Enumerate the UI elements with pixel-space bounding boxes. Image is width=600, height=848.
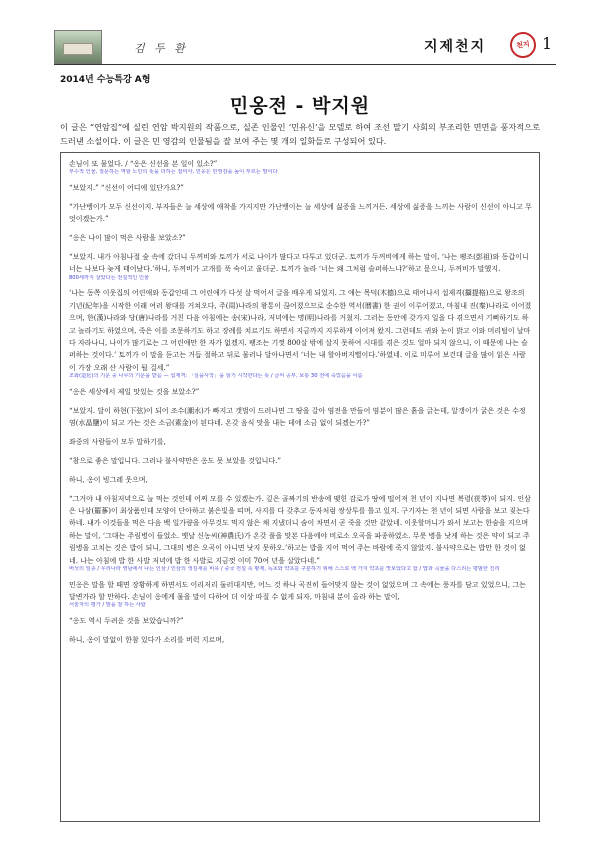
red-seal-stamp: 천지 xyxy=(508,30,537,59)
passage-body xyxy=(69,158,532,653)
paragraph-1: 손님이 또 물었다. / “옹은 신선을 본 일이 있소?” 부수적 인물, 질문하는 역할 노인의 뜻을 더하는 접미사, 민옹은 민영감을 높이 부르는 말이다 xyxy=(69,158,532,175)
header-photo xyxy=(54,30,102,64)
header-divider xyxy=(54,64,556,65)
paragraph-10: “참으로 좋은 말입니다. 그러나 불사약만은 옹도 못 보았을 것입니다.” xyxy=(69,456,281,465)
paragraph-3: “가난뱅이가 모두 신선이지. 부자들은 늘 세상에 애착을 가지지만 가난뱅이는 늘 세상에 싫증을 느끼거든. 세상에 싫증을 느끼는 사람이 신선이 아니고 무엇이겠는가.” xyxy=(69,202,532,224)
page-number: 1 xyxy=(542,34,553,53)
annotation-note: 800세까지 살았다는 전설적인 인물 xyxy=(69,274,149,281)
paragraph-2: “보았지.” “신선이 어디에 있단가요?” xyxy=(69,183,184,192)
author-name: 김 두 환 xyxy=(134,42,188,55)
paragraph-11: 하니, 옹이 빙그레 웃으며, xyxy=(69,475,148,484)
page-header xyxy=(54,24,554,68)
paragraph-6: ‘나는 동쪽 이웃집의 어린애와 동갑인데 그 어린애가 다섯 살 먹어서 글을 배우게 되었지. 그 애는 목덕(木德)으로 태어나서 섭제격(攝提格)으로 왕조의 기년(紀年)을 시작한 이래 여러 왕대를 거쳐오다, 주(周)나라의 왕통이 끊어졌으므로 순수한 역서(曆書) 한 권이 이루어졌고, 마침내 진(秦)나라로 이어졌으며, 한(漢)나라와 당(唐)나라를 거친 다음 아침에는 송(宋)나라, 저녁에는 명(明)나라를 거쳤지. 그러는 동안에 갖가지 일을 다 겪으면서 기뻐하기도 하고 놀라기도 하였으며, 죽은 이를 조문하기도 하고 장례를 치르기도 하면서 지금까지 지루하게 이어져 왔지. 그런데도 귀와 눈이 밝고 이와 머리털이 날마다 자라나니, 나이가 많기로는 그 어린애만 한 자가 없겠지. 팽조는 기껏 800살 밖에 살지 못하여 시대를 겪은 것도 얼마 되지 않으니, 이 때문에 나는 슬퍼하는 것이다.’ 토끼가 이 말을 듣고는 거듭 절하고 뒤로 물러나 달아나면서 ‘너는 내 할아버지뻘이다.’하였네. 이로 미루어 보건대 글을 많이 읽은 사람이 가장 오래 산 사람이 될 걸세.” 조화(造化)의 기운 중 나무의 기운을 받음 — 섭제격: 「실을사작」을 읽기 시작한다는 뜻 / 글씨 공부, 보통 30 전에 죽었음을 이름 xyxy=(69,289,532,380)
exam-label: 2014년 수능특강 A형 xyxy=(60,75,151,85)
paragraph-5: “보았지. 내가 아침나절 숲 속에 갔더니 두꺼비와 토끼가 서로 나이가 많다고 다투고 있더군. 토끼가 두꺼비에게 하는 말이, ‘나는 팽조(彭祖)와 동갑이니 너는 나보다 늦게 태어났다.’하니, 두꺼비가 고개를 푹 숙이고 울더군. 토끼가 놀라 ‘너는 왜 그처럼 슬퍼하느냐?’하고 묻으니, 두꺼비가 말했지. 800세까지 살았다는 전설적인 인물 xyxy=(69,251,532,281)
paragraph-7: “옹은 세상에서 제일 맛있는 것을 보았소?” xyxy=(69,387,200,396)
paragraph-9: 좌중의 사람들이 모두 말하기를, xyxy=(69,437,166,446)
paragraph-13: 민옹은 말을 할 때면 장황하게 하면서도 이리저리 둘러대지만, 어느 것 하나 곡진히 들어맞지 않는 것이 없었으며 그 속에는 풍자를 담고 있었으니, 그는 달변가라 할 만하다. 손님이 옹에게 물을 말이 다하여 더 이상 따질 수 없게 되자, 마침내 분이 올라 하는 말이, 서술자의 평가 / 말을 잘 하는 사람 xyxy=(69,579,532,609)
annotation-note: 서술자의 평가 / 말을 잘 하는 사람 xyxy=(69,602,146,609)
document-title: 민옹전 - 박지원 xyxy=(229,95,371,117)
paragraph-12: “그거야 내 아침저녁으로 늘 먹는 것인데 어찌 모를 수 있겠는가. 깊은 골짜기의 반송에 맺힌 감로가 땅에 떨어져 천 년이 지나면 복령(茯苓)이 되지. 인삼은 나삼(羅蔘)이 최상품인데 모양이 단아하고 붉은빛을 띠며, 사지를 다 갖추고 동자처럼 쌍상투를 틀고 있지. 구기자는 천 년이 되면 사람을 보고 짖는다 하네. 내가 이것들을 먹은 다음 백 일가량을 아무것도 먹지 않은 채 지냈더니 숨이 차면서 곧 죽을 것만 같았네. 이웃할머니가 와서 보고는 한숨을 지으며 하는 말이, ‘그대는 주림병이 들었소. 옛날 신농씨(神農氏)가 온갖 풀을 맛본 다음에야 비로소 오곡을 파종하였소. 무릇 병을 낫게 하는 것은 약이 되고 주림병을 고치는 것은 밥이 되니, 그대의 병은 오곡이 아니면 낫지 못하오.’하고는 밥을 지어 먹여 주는 바람에 죽지 않았지. 불사약으로는 밥만 한 것이 없네. 나는 아침에 밥 한 사발 저녁에 밥 한 사발로 지금껏 이미 70여 년을 살았다네.” 버섯의 일종 / 우리나라 영남에서 나는 인삼 / 인삼의 생김새를 비유 / 중국 전설 속 황제, 독초와 약초를 구분하기 위해 스스로 백 가지 약초를 맛보았다고 함 / 밥과 곡물을 다스리는 평범한 진리 xyxy=(69,494,531,573)
paragraph-15: 하니, 옹이 말없이 한참 있다가 소리를 버럭 지르며, xyxy=(69,635,225,644)
annotation-note: 부수적 인물, 질문하는 역할 노인의 뜻을 더하는 접미사, 민옹은 민영감을 높이 부르는 말이다 xyxy=(69,169,278,176)
paragraph-8: “보았지. 달이 하현(下弦)이 되어 조수(潮水)가 빠지고 갯벌이 드러나면 그 땅을 갈아 염전을 만들어 염분이 많은 흙을 긁는데, 알갱이가 굵은 것은 수정염(水晶鹽)이 되고 가는 것은 소금(素金)이 된다네. 온갖 음식 맛을 내는 데에 소금 없이 되겠는가?” xyxy=(69,406,526,427)
annotation-note: 버섯의 일종 / 우리나라 영남에서 나는 인삼 / 인삼의 생김새를 비유 / 중국 전설 속 황제, 독초와 약초를 구분하기 위해 스스로 백 가지 약초를 맛보았다고 함 / 밥과 곡물을 다스리는 평범한 진리 xyxy=(69,566,500,573)
brand-name: 지제천지 xyxy=(424,39,487,55)
paragraph-4: “옹은 나이 많이 먹은 사람을 보았소?” xyxy=(69,234,186,243)
intro-paragraph: 이 글은 “연암집”에 실린 연암 박지원의 작품으로, 실존 인물인 ‘민유신’을 모델로 하여 조선 말기 사회의 부조리한 면면을 풍자적으로 드러낸 소설이다. 이 글은 민 영감의 인물됨을 잘 보여 주는 몇 개의 일화들로 구성되어 있다. xyxy=(60,122,540,146)
annotation-note: 조화(造化)의 기운 중 나무의 기운을 받음 — 섭제격: 「실을사작」을 읽기 시작한다는 뜻 / 글씨 공부, 보통 30 전에 죽었음을 이름 xyxy=(69,373,363,380)
paragraph-14: “옹도 역시 두려운 것을 보았습니까?” xyxy=(69,616,184,625)
